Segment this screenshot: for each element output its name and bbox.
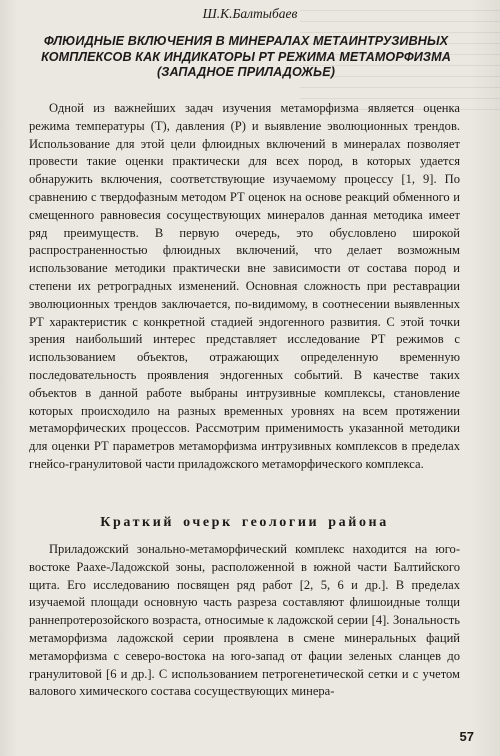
section-heading: Краткий очерк геологии района [100,515,389,530]
geology-paragraph: Приладожский зонально-метаморфический комплекс находится на юго-востоке Раахе-Ладожской зоны, расположенной в южной части Балтийского щита. Его исследованию посвящен ряд работ [2, 5, 6 и др.]. В пределах изучаемой площади основную часть разреза составляют флишоидные толщи раннепротерозойского возраста, относимые к ладожской серии [4]. Зональность метаморфизма ладожской серии проявлена в смене минеральных фаций метаморфизма с северо-востока на юго-запад от фации зеленых сланцев до гранулитовой [6 и др.]. С использованием петрогенетической сетки и с учетом валового химического состава сосуществующих минера- [29,542,460,699]
running-head-author: Ш.К.Балтыбаев [202,6,298,21]
intro-paragraph: Одной из важнейших задач изучения метаморфизма является оценка режима температуры (T), давления (P) и выявление эволюционных трендов. Использование для этой цели флюидных включений в минералах позволяет провести такие оценки практически для всех пород, в которых удается обнаружить включения, соответствующие изучаемому процессу [1, 9]. По сравнению с твердофазным методом РТ оценок на основе реакций обменного и смещенного равновесия сосуществующих минералов данная методика имеет ряд преимуществ. В первую очередь, это обусловлено широкой распространенностью флюидных включений, что делает возможным использование методики практически вне зависимости от состава пород и степени их ретроградных изменений. Основная сложность при реставрации эволюционных трендов заключается, по-видимому, в соотнесении выявленных РТ характеристик с конкретной стадией эндогенного развития. С этой точки зрения наибольший интерес представляет исследование РТ режимов с использованием объектов, отражающих определенную временную последовательность проявления эндогенных событий. В качестве таких объектов в данной работе выбраны интрузивные комплексы, становление которых происходило на разных временных уровнях на всем протяжении метаморфических процессов. Рассмотрим применимость указанной методики для оценки РТ параметров метаморфизма интрузивных комплексов в пределах гнейсо-гранулитовой части приладожского метаморфического комплекса. [29,101,460,471]
page-number: 57 [459,729,474,744]
article-title: ФЛЮИДНЫЕ ВКЛЮЧЕНИЯ В МИНЕРАЛАХ МЕТАИНТРУЗИВНЫХ КОМПЛЕКСОВ КАК ИНДИКАТОРЫ РТ РЕЖИМА МЕТАМОРФИЗМА (ЗАПАДНОЕ ПРИЛАДОЖЬЕ) [41,34,451,79]
